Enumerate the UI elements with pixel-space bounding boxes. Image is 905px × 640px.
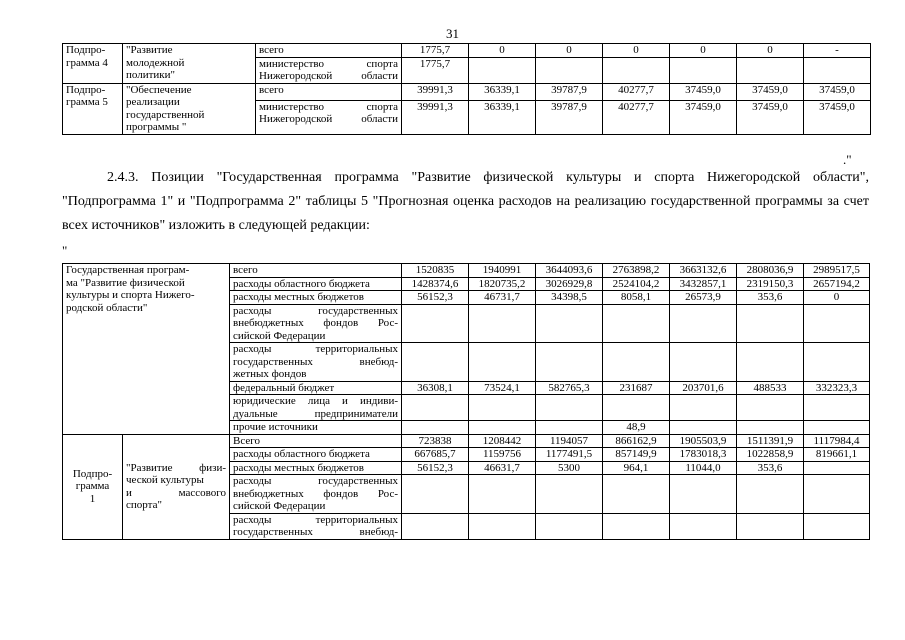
funding-source-line: внебюджетных фондов Рос- [233, 487, 398, 500]
value-cell [536, 57, 603, 83]
value-cell: 0 [536, 44, 603, 58]
subprogram-title-line: молодежной [126, 56, 185, 69]
value-cell: 332323,3 [804, 381, 870, 395]
value-cell [670, 57, 737, 83]
value-cell: 37459,0 [737, 83, 804, 100]
value-cell: 40277,7 [603, 100, 670, 134]
value-cell [804, 475, 870, 514]
value-cell: 1428374,6 [402, 277, 469, 291]
value-cell: 39991,3 [402, 83, 469, 100]
value-cell: 39991,3 [402, 100, 469, 134]
value-cell: 34398,5 [536, 291, 603, 305]
funding-source-line: расходы государственных [233, 475, 398, 487]
funding-source-line: расходы государственных [233, 304, 398, 317]
value-cell [670, 513, 737, 539]
funding-source-cell [230, 291, 402, 305]
value-cell: 56152,3 [402, 461, 469, 475]
funding-source-line: жетных фондов [233, 368, 307, 380]
program-name-line: культуры и спорта Нижего- [66, 289, 195, 301]
value-cell: 1194057 [536, 434, 603, 448]
value-cell: 2657194,2 [804, 277, 870, 291]
value-cell: 48,9 [603, 421, 670, 435]
value-cell: 1117984,4 [804, 434, 870, 448]
value-cell: 37459,0 [804, 83, 871, 100]
table-row [63, 264, 870, 278]
value-cell [737, 475, 804, 514]
value-cell: 1520835 [402, 264, 469, 278]
funding-source-cell [256, 57, 402, 83]
value-cell: 667685,7 [402, 448, 469, 462]
subprogram-name-cell [63, 83, 123, 134]
value-cell: 2808036,9 [737, 264, 804, 278]
value-cell: 73524,1 [469, 381, 536, 395]
value-cell: 866162,9 [603, 434, 670, 448]
value-cell: 37459,0 [804, 100, 871, 134]
value-cell [469, 304, 536, 343]
funding-source-line: расходы местных бюджетов [233, 461, 365, 474]
value-cell: 5300 [536, 461, 603, 475]
value-cell [536, 513, 603, 539]
funding-source-line: всего [259, 44, 284, 56]
value-cell [804, 461, 870, 475]
value-cell: 1208442 [469, 434, 536, 448]
value-cell: 3644093,6 [536, 264, 603, 278]
value-cell: 488533 [737, 381, 804, 395]
funding-source-line: государственных внебюд- [233, 526, 398, 538]
funding-source-line: всего [233, 264, 258, 276]
value-cell [737, 343, 804, 382]
funding-source-line: министерство спорта [259, 100, 398, 113]
funding-source-line: всего [259, 83, 284, 96]
funding-source-line: внебюджетных фондов Рос- [233, 317, 398, 329]
value-cell [804, 304, 870, 343]
subprogram-title-line: политики" [126, 69, 176, 81]
subprogram-title-line: "Обеспечение [126, 83, 192, 96]
value-cell: 0 [804, 291, 870, 305]
value-cell [670, 475, 737, 514]
subprogram-title-line: и массового [126, 486, 226, 499]
subprogram-name-line: грамма 5 [66, 96, 108, 108]
value-cell [402, 421, 469, 435]
page-number: 31 [446, 26, 459, 41]
funding-source-line: министерство спорта [259, 57, 398, 70]
value-cell [670, 343, 737, 382]
funding-source-cell [230, 277, 402, 291]
value-cell: 8058,1 [603, 291, 670, 305]
value-cell [469, 343, 536, 382]
value-cell [402, 513, 469, 539]
value-cell [804, 421, 870, 435]
funding-source-cell [230, 513, 402, 539]
value-cell: 582765,3 [536, 381, 603, 395]
funding-source-cell [230, 434, 402, 448]
value-cell [737, 395, 804, 421]
funding-source-cell [230, 264, 402, 278]
value-cell: 0 [469, 44, 536, 58]
value-cell: 3663132,6 [670, 264, 737, 278]
value-cell: 1159756 [469, 448, 536, 462]
subprogram-title-cell [123, 83, 256, 134]
value-cell [536, 343, 603, 382]
value-cell [670, 395, 737, 421]
table-state-program-forecast [62, 263, 870, 540]
funding-source-line: сийской Федерации [233, 329, 326, 342]
value-cell [603, 57, 670, 83]
funding-source-cell [256, 83, 402, 100]
program-name-line: родской области" [66, 301, 148, 314]
program-name-line: ма "Развитие физической [66, 276, 185, 289]
subprogram-title-line: реализации [126, 96, 180, 108]
subprogram-title-line: "Развитие [126, 44, 173, 56]
value-cell: 1177491,5 [536, 448, 603, 462]
value-cell: 203701,6 [670, 381, 737, 395]
value-cell: 36339,1 [469, 100, 536, 134]
value-cell [603, 395, 670, 421]
subprogram-title-line: спорта" [126, 499, 162, 511]
subprogram-name-line: грамма 4 [66, 56, 108, 69]
value-cell: 39787,9 [536, 100, 603, 134]
value-cell [603, 304, 670, 343]
funding-source-cell [256, 44, 402, 58]
value-cell [402, 475, 469, 514]
funding-source-line: Нижегородской области [259, 113, 398, 126]
funding-source-line: юридические лица и индиви- [233, 395, 398, 407]
value-cell: 1905503,9 [670, 434, 737, 448]
value-cell [536, 304, 603, 343]
value-cell: 857149,9 [603, 448, 670, 462]
subprogram-name-line: Подпро- [66, 83, 106, 96]
value-cell: 1022858,9 [737, 448, 804, 462]
value-cell: 40277,7 [603, 83, 670, 100]
value-cell: 39787,9 [536, 83, 603, 100]
subprogram-title-cell [123, 434, 230, 539]
subprogram-title-line: ческой культуры [126, 474, 204, 486]
value-cell: 36339,1 [469, 83, 536, 100]
subprogram-name-line: грамма [75, 480, 110, 493]
value-cell: 1775,7 [402, 57, 469, 83]
value-cell [469, 475, 536, 514]
value-cell: 26573,9 [670, 291, 737, 305]
value-cell [737, 304, 804, 343]
value-cell: 2763898,2 [603, 264, 670, 278]
funding-source-line: Всего [233, 434, 260, 447]
subprogram-name-line: Подпро- [66, 44, 106, 56]
value-cell: 11044,0 [670, 461, 737, 475]
value-cell: 37459,0 [670, 83, 737, 100]
value-cell [670, 421, 737, 435]
value-cell: 819661,1 [804, 448, 870, 462]
subprogram-name-cell [63, 434, 123, 539]
value-cell: 723838 [402, 434, 469, 448]
value-cell [603, 475, 670, 514]
funding-source-cell [230, 343, 402, 382]
subprogram-title-line: "Развитие физи- [126, 461, 226, 474]
subprogram-title-cell [123, 44, 256, 84]
value-cell: 1783018,3 [670, 448, 737, 462]
value-cell [402, 343, 469, 382]
value-cell: 0 [670, 44, 737, 58]
funding-source-line: сийской Федерации [233, 500, 326, 512]
funding-source-line: государственных внебюд- [233, 355, 398, 368]
value-cell [469, 395, 536, 421]
subprogram-title-line: государственной [126, 108, 205, 121]
funding-source-line: дуальные предприниматели [233, 407, 398, 420]
value-cell [804, 395, 870, 421]
value-cell [402, 304, 469, 343]
value-cell: 36308,1 [402, 381, 469, 395]
value-cell: 46631,7 [469, 461, 536, 475]
value-cell [536, 421, 603, 435]
value-cell: 1775,7 [402, 44, 469, 58]
table-row [63, 434, 870, 448]
subprogram-name-line: Подпро- [72, 467, 113, 480]
value-cell: 1940991 [469, 264, 536, 278]
value-cell: 3432857,1 [670, 277, 737, 291]
value-cell: 231687 [603, 381, 670, 395]
funding-source-line: расходы областного бюджета [233, 277, 370, 290]
value-cell: 1511391,9 [737, 434, 804, 448]
value-cell: 2319150,3 [737, 277, 804, 291]
funding-source-cell [230, 304, 402, 343]
value-cell: 353,6 [737, 461, 804, 475]
funding-source-cell [230, 475, 402, 514]
table-row [63, 44, 871, 58]
program-name-line: Государственная програм- [66, 264, 190, 276]
value-cell: - [804, 44, 871, 58]
subprogram-name-line: 1 [89, 492, 96, 505]
funding-source-line: федеральный бюджет [233, 381, 335, 394]
value-cell [469, 57, 536, 83]
funding-source-cell [256, 100, 402, 134]
funding-source-line: расходы областного бюджета [233, 448, 370, 460]
table-row [63, 83, 871, 100]
value-cell [804, 57, 871, 83]
funding-source-line: прочие источники [233, 421, 318, 433]
value-cell [670, 304, 737, 343]
value-cell [804, 513, 870, 539]
value-cell: 1820735,2 [469, 277, 536, 291]
value-cell [536, 395, 603, 421]
value-cell [804, 343, 870, 382]
value-cell: 3026929,8 [536, 277, 603, 291]
closing-quote-mark: ." [843, 152, 852, 167]
program-name-cell [63, 264, 230, 435]
funding-source-cell [230, 448, 402, 462]
value-cell: 964,1 [603, 461, 670, 475]
amendment-paragraph: 2.4.3. Позиции "Государственная программа "Развитие физической культуры и спорта Нижегородской области", "Подпрограмма 1" и "Подпрограмма 2" таблицы 5 "Прогнозная оценка расходов на реализацию государственной программы за счет всех источников" изложить в следующей редакции: [62, 170, 869, 233]
value-cell: 2524104,2 [603, 277, 670, 291]
funding-source-cell [230, 381, 402, 395]
subprogram-name-cell [63, 44, 123, 84]
value-cell [469, 421, 536, 435]
funding-source-line: расходы территориальных [233, 343, 398, 355]
value-cell [603, 513, 670, 539]
funding-source-line: расходы территориальных [233, 513, 398, 526]
value-cell [603, 343, 670, 382]
funding-source-line: Нижегородской области [259, 70, 398, 82]
value-cell: 56152,3 [402, 291, 469, 305]
value-cell: 37459,0 [737, 100, 804, 134]
value-cell [469, 513, 536, 539]
funding-source-cell [230, 461, 402, 475]
value-cell: 0 [737, 44, 804, 58]
value-cell [402, 395, 469, 421]
funding-source-cell [230, 395, 402, 421]
value-cell: 2989517,5 [804, 264, 870, 278]
value-cell [737, 421, 804, 435]
value-cell: 46731,7 [469, 291, 536, 305]
value-cell: 0 [603, 44, 670, 58]
value-cell: 37459,0 [670, 100, 737, 134]
value-cell: 353,6 [737, 291, 804, 305]
opening-quote-mark: " [62, 243, 68, 258]
value-cell [737, 57, 804, 83]
value-cell [536, 475, 603, 514]
funding-source-line: расходы местных бюджетов [233, 291, 365, 303]
value-cell [737, 513, 804, 539]
table-subprograms-4-5 [62, 43, 871, 135]
subprogram-title-line: программы " [126, 121, 187, 133]
funding-source-cell [230, 421, 402, 435]
